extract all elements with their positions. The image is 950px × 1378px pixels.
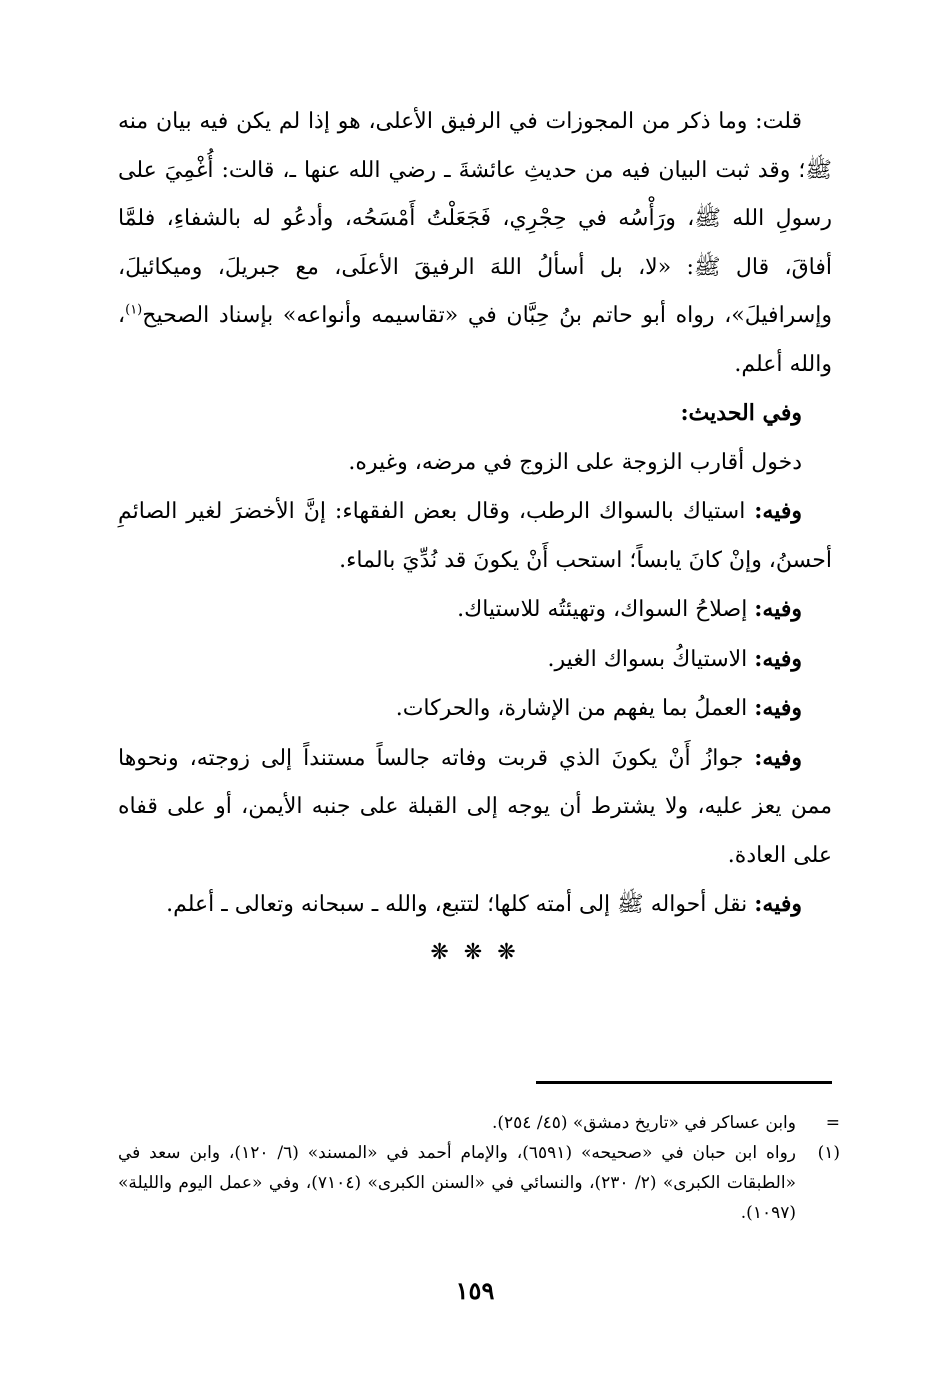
item-lead: وفيه:: [754, 645, 802, 672]
item-text: الاستياكُ بسواك الغير.: [547, 646, 755, 672]
section-heading: وفي الحديث:: [680, 400, 802, 426]
benefit-item: [118, 585, 832, 635]
footnote-mark: (١): [817, 1143, 840, 1163]
page-number: ١٥٩: [455, 1276, 495, 1305]
benefit-item: [118, 487, 832, 585]
item-lead: وفيه:: [754, 744, 802, 771]
benefit-item: [118, 684, 832, 734]
item-text: إصلاحُ السواك، وتهيئتُه للاستياك.: [457, 597, 755, 622]
benefit-item: [118, 880, 832, 930]
benefit-item: [118, 734, 832, 881]
item-lead: وفيه:: [754, 596, 802, 622]
item-text: جوازُ أَنْ يكونَ الذي قربت وفاته جالساً مستنداً إلى زوجته، ونحوها ممن يعز عليه، ولا يشترط أن يوجه إلى القبلة على جنبه الأيمن، أو على قفاه على العادة.: [118, 745, 832, 868]
footnotes: [118, 1108, 840, 1228]
footnote-divider: [536, 1081, 832, 1084]
item-lead: وفيه:: [754, 498, 802, 524]
item-text: دخول أقارب الزوجة على الزوج في مرضه، وغيره.: [348, 449, 802, 475]
footnote-mark: =: [825, 1113, 840, 1133]
item-text: نقل أحواله ﷺ إلى أمته كلها؛ لتتبع، والله ـ سبحانه وتعالى ـ أعلم.: [166, 892, 755, 917]
footnote: [118, 1138, 840, 1228]
benefit-item: [118, 635, 832, 685]
opening-paragraph: [118, 98, 832, 389]
item-lead: وفيه:: [754, 891, 802, 917]
footnote-text: وابن عساكر في «تاريخ دمشق» (٤٥/ ٢٥٤).: [491, 1113, 796, 1133]
footnote-text: رواه ابن حبان في «صحيحه» (٦٥٩١)، والإمام أحمد في «المسند» (٦/ ١٢٠)، وابن سعد في «الطبقات الكبرى» (٢/ ٢٣٠)، والنسائي في «السنن الكبرى» (٧١٠٤)، وفي «عمل اليوم والليلة» (١٠٩٧).: [118, 1143, 796, 1223]
item-text: استياك بالسواك الرطب، وقال بعض الفقهاء: إنَّ الأخضرَ لغير الصائمِ أحسنُ، وإنْ كانَ يابساً؛ استحب أَنْ يكونَ قد نُدِّيَ بالماء.: [118, 499, 832, 573]
item-lead: وفيه:: [754, 695, 802, 721]
paragraph-tail: ، والله أعلم.: [118, 303, 832, 377]
main-text: [118, 98, 832, 930]
section-separator: ❋ ❋ ❋: [430, 940, 520, 965]
benefit-item: [118, 438, 832, 488]
footnote: [118, 1108, 840, 1138]
paragraph-text: قلت: وما ذكر من المجوزات في الرفيق الأعلى، هو إذا لم يكن فيه بيان منه ﷺ؛ وقد ثبت البيان فيه من حديثِ عائشةَ ـ رضي الله عنها ـ، قالت: أُغْمِيَ على رسولِ الله ﷺ، ورَأْسُه في حِجْرِي، فَجَعَلْتُ أَمْسَحُه، وأدعُو له بالشفاءِ، فلمَّا أفاقَ، قال ﷺ: «لا، بل أسألُ اللهَ الرفيقَ الأعلَى، مع جبريلَ، وميكائيلَ، وإسرافيلَ»، رواه أبو حاتم بنُ حِبَّان في «تقاسيمه وأنواعه» بإسناد الصحيح: [118, 109, 832, 328]
footnote-reference: (١): [125, 302, 143, 318]
item-text: العملُ بما يفهم من الإشارة، والحركات.: [395, 696, 755, 721]
